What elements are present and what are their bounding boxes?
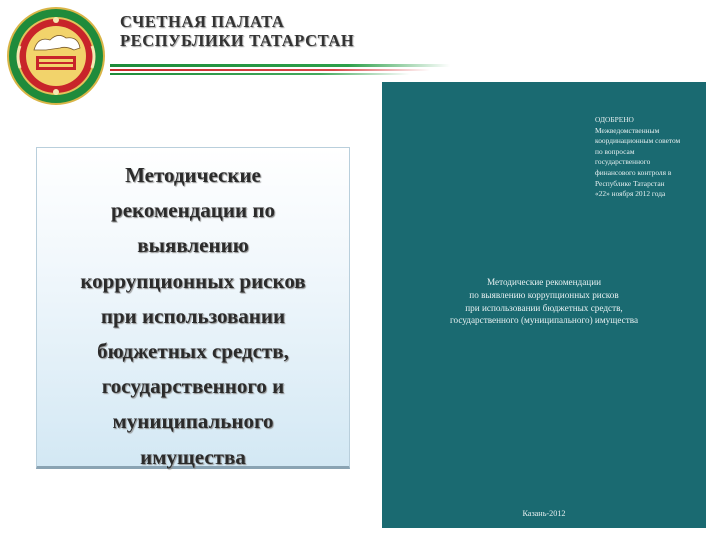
org-title-line-1: СЧЕТНАЯ ПАЛАТА (120, 12, 285, 31)
document-title-line: имущества (140, 444, 246, 469)
document-cover (382, 82, 706, 528)
cover-title-line: государственного (муниципального) имущества (449, 315, 639, 326)
approval-stamp (595, 115, 680, 200)
document-title-line: бюджетных средств, (97, 339, 289, 364)
tatarstan-emblem-icon (6, 6, 106, 106)
document-title-panel (36, 147, 350, 469)
document-title-line: государственного и (101, 374, 285, 399)
document-title-line: выявлению (137, 233, 249, 258)
header-stripe-red (110, 69, 430, 71)
approval-line: координационным советом (595, 136, 681, 146)
document-title-line: рекомендации по (111, 198, 275, 223)
cover-title-line: при использовании бюджетных средств, (465, 302, 623, 313)
cover-title (382, 276, 706, 327)
cover-title-line: Методические рекомендации (486, 277, 602, 287)
approval-line: «22» ноября 2012 года (595, 189, 666, 199)
approval-line: финансового контроля в (595, 167, 672, 177)
org-title-line-2: РЕСПУБЛИКИ ТАТАРСТАН (120, 31, 355, 50)
header-stripe-green-lower (110, 73, 410, 75)
document-title-line: при использовании (100, 303, 286, 328)
document-title (37, 158, 349, 475)
approval-line: по вопросам (595, 146, 635, 156)
document-title-line: муниципального (112, 409, 274, 434)
document-title-line: коррупционных рисков (80, 268, 306, 293)
approval-line: ОДОБРЕНО (595, 115, 634, 124)
cover-title-line: по выявлению коррупционных рисков (469, 289, 619, 300)
organization-title (120, 12, 354, 50)
approval-line: Республике Татарстан (595, 178, 665, 188)
cover-footer: Казань-2012 (522, 509, 566, 518)
document-title-line: Методические (125, 163, 261, 187)
approval-line: государственного (595, 157, 651, 167)
header-stripe-green (110, 64, 450, 67)
approval-line: Межведомственным (595, 125, 660, 135)
